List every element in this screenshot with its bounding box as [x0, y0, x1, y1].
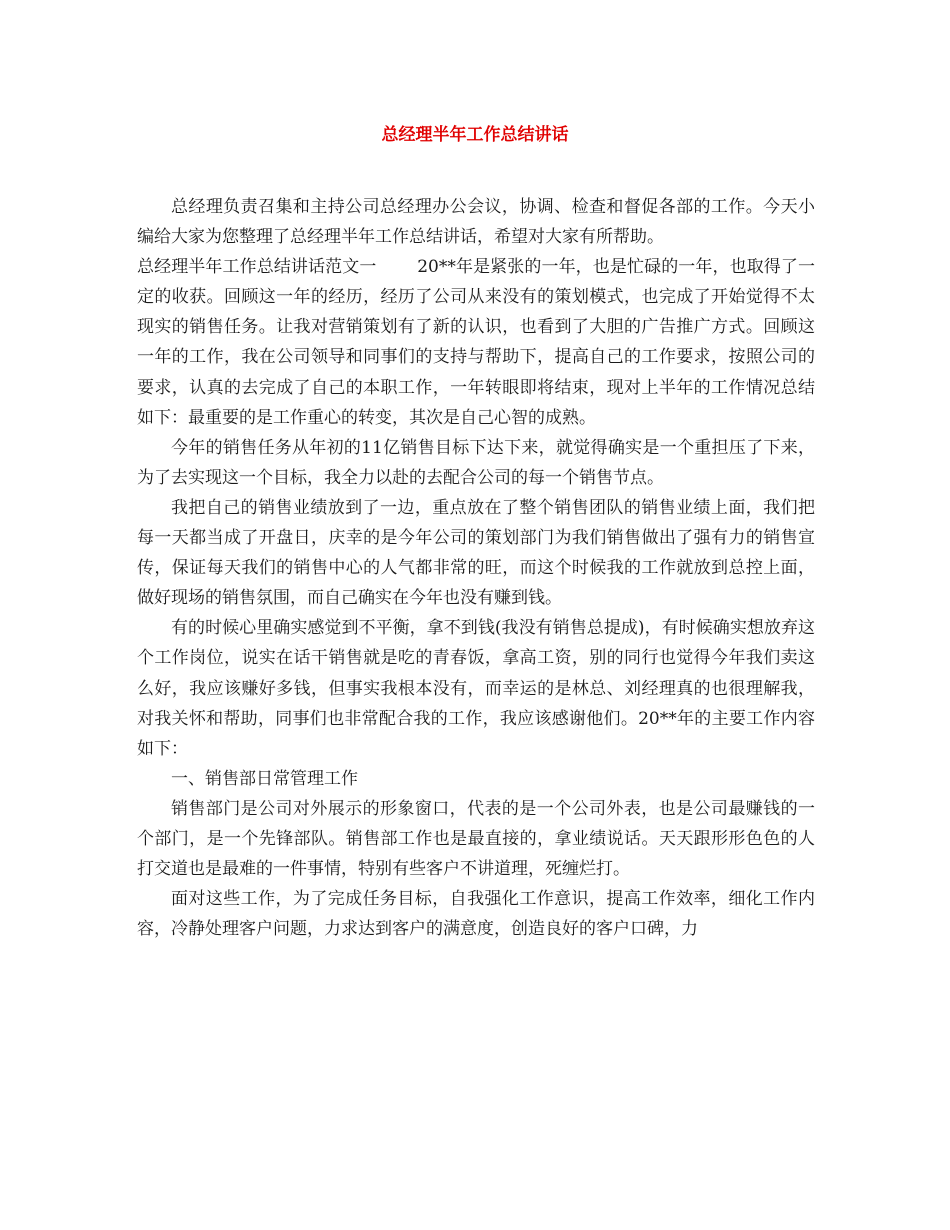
document-title: 总经理半年工作总结讲话	[381, 125, 569, 145]
paragraph-team-performance: 我把自己的销售业绩放到了一边，重点放在了整个销售团队的销售业绩上面，我们把每一天都当成了开盘日，庆幸的是今年公司的策划部门为我们销售做出了强有力的销售宣传，保证每天我们的销售中心的人气都非常的旺，而这个时候我的工作就放到总控上面，做好现场的销售氛围，而自己确实在今年也没有赚到钱。	[137, 497, 815, 609]
document-body	[137, 192, 815, 944]
paragraph-sample	[137, 252, 815, 433]
paragraph-intro: 总经理负责召集和主持公司总经理办公会议，协调、检查和督促各部的工作。今天小编给大家为您整理了总经理半年工作总结讲话，希望对大家有所帮助。	[137, 197, 815, 248]
paragraph-work-approach: 面对这些工作，为了完成任务目标，自我强化工作意识，提高工作效率，细化工作内容，冷静处理客户问题，力求达到客户的满意度，创造良好的客户口碑，力	[137, 889, 815, 940]
sample-body: 20**年是紧张的一年，也是忙碌的一年，也取得了一定的收获。回顾这一年的经历，经历了公司从来没有的策划模式，也完成了开始觉得不太现实的销售任务。让我对营销策划有了新的认识，也看到了大胆的广告推广方式。回顾这一年的工作，我在公司领导和同事们的支持与帮助下，提高自己的工作要求，按照公司的要求，认真的去完成了自己的本职工作，一年转眼即将结束，现对上半年的工作情况总结如下：最重要的是工作重心的转变，其次是自己心智的成熟。	[137, 257, 816, 428]
paragraph-sales-department: 销售部门是公司对外展示的形象窗口，代表的是一个公司外表，也是公司最赚钱的一个部门，是一个先锋部队。销售部工作也是最直接的，拿业绩说话。天天跟形形色色的人打交道也是最难的一件事情，特别有些客户不讲道理，死缠烂打。	[137, 798, 815, 880]
section-heading-sales-management: 一、销售部日常管理工作	[171, 768, 358, 789]
sample-heading: 总经理半年工作总结讲话范文一	[137, 257, 377, 278]
paragraph-sales-target: 今年的销售任务从年初的11亿销售目标下达下来，就觉得确实是一个重担压了下来，为了去实现这一个目标，我全力以赴的去配合公司的每一个销售节点。	[137, 437, 815, 488]
paragraph-feelings: 有的时候心里确实感觉到不平衡，拿不到钱(我没有销售总提成)，有时候确实想放弃这个工作岗位，说实在话干销售就是吃的青春饭，拿高工资，别的同行也觉得今年我们卖这么好，我应该赚好多钱，但事实我根本没有，而幸运的是林总、刘经理真的也很理解我，对我关怀和帮助，同事们也非常配合我的工作，我应该感谢他们。20**年的主要工作内容如下：	[137, 618, 815, 759]
